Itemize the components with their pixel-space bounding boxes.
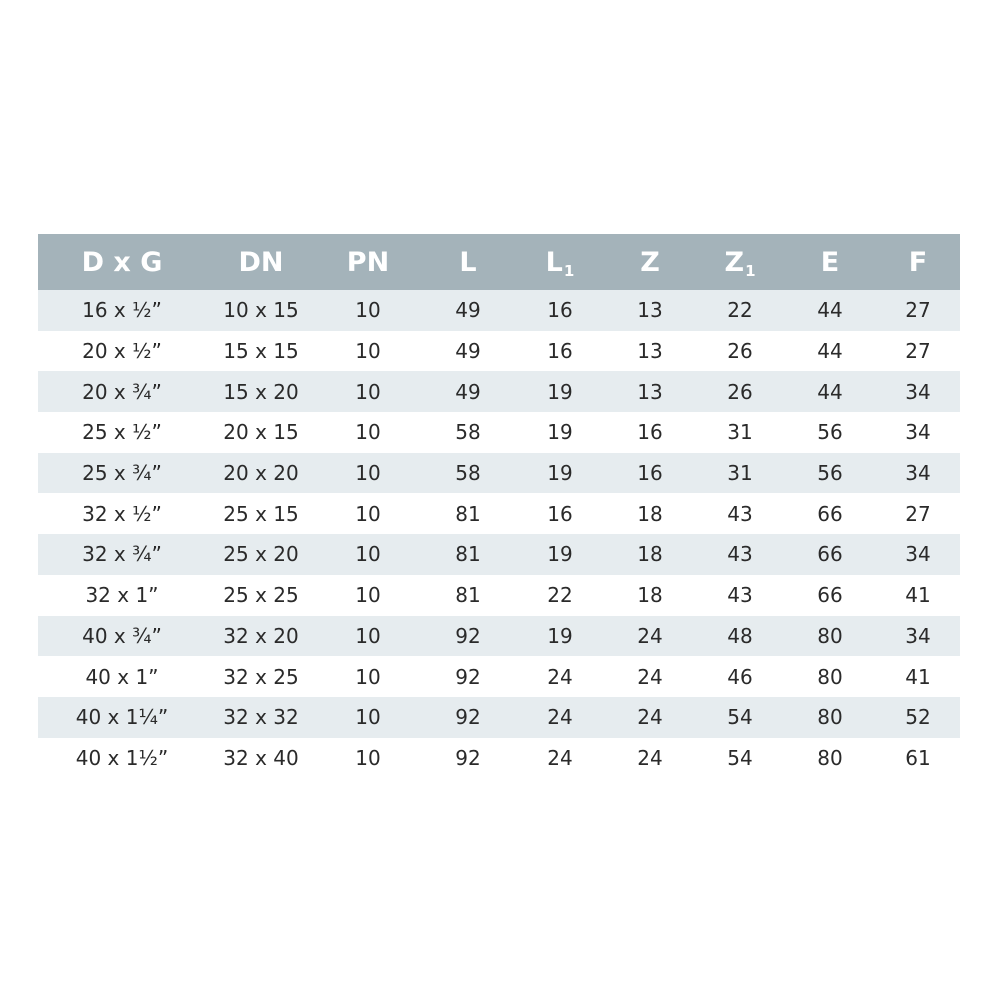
cell-l1: 19 xyxy=(547,542,573,567)
cell-f: 52 xyxy=(905,705,931,730)
cell-l: 92 xyxy=(455,705,481,730)
cell-dxg: 25 x ¾” xyxy=(82,461,162,486)
cell-dn: 32 x 40 xyxy=(223,745,299,770)
header-f: F xyxy=(908,246,928,278)
cell-e: 80 xyxy=(817,745,843,770)
cell-z1: 46 xyxy=(727,664,753,689)
header-e: E xyxy=(820,246,840,278)
cell-pn: 10 xyxy=(355,745,381,770)
cell-dn: 15 x 15 xyxy=(223,339,299,364)
cell-dxg: 40 x 1¼” xyxy=(75,705,169,730)
cell-pn: 10 xyxy=(355,664,381,689)
header-l1: L $_1$ xyxy=(545,246,575,280)
cell-pn: 10 xyxy=(355,339,381,364)
cell-l1: 24 xyxy=(547,705,573,730)
cell-f: 41 xyxy=(905,664,931,689)
cell-f: 27 xyxy=(905,298,931,323)
table-row xyxy=(38,493,960,534)
cell-z: 18 xyxy=(637,583,663,608)
table-row xyxy=(38,371,960,412)
cell-l: 92 xyxy=(455,745,481,770)
cell-l1: 16 xyxy=(547,339,573,364)
cell-z: 13 xyxy=(637,379,663,404)
cell-f: 34 xyxy=(905,420,931,445)
cell-l: 92 xyxy=(455,664,481,689)
cell-pn: 10 xyxy=(355,461,381,486)
cell-e: 80 xyxy=(817,705,843,730)
cell-e: 66 xyxy=(817,542,843,567)
cell-dn: 15 x 20 xyxy=(223,379,299,404)
cell-pn: 10 xyxy=(355,705,381,730)
spec-table xyxy=(38,234,960,778)
cell-z: 18 xyxy=(637,542,663,567)
cell-l: 49 xyxy=(455,379,481,404)
cell-z: 18 xyxy=(637,501,663,526)
cell-pn: 10 xyxy=(355,623,381,648)
cell-z1: 43 xyxy=(727,542,753,567)
cell-e: 66 xyxy=(817,583,843,608)
header-pn: PN xyxy=(346,246,390,278)
cell-z: 24 xyxy=(637,623,663,648)
cell-l1: 16 xyxy=(547,501,573,526)
cell-e: 80 xyxy=(817,623,843,648)
cell-dn: 10 x 15 xyxy=(223,298,299,323)
cell-dxg: 25 x ½” xyxy=(82,420,162,445)
cell-dxg: 40 x 1½” xyxy=(75,745,169,770)
cell-z1: 54 xyxy=(727,745,753,770)
cell-z1: 31 xyxy=(727,420,753,445)
cell-pn: 10 xyxy=(355,542,381,567)
cell-l1: 22 xyxy=(547,583,573,608)
header-z: Z xyxy=(640,246,660,278)
cell-l: 58 xyxy=(455,420,481,445)
cell-dn: 32 x 32 xyxy=(223,705,299,730)
cell-e: 56 xyxy=(817,420,843,445)
cell-dn: 20 x 20 xyxy=(223,461,299,486)
cell-z1: 26 xyxy=(727,339,753,364)
cell-z1: 26 xyxy=(727,379,753,404)
table-row xyxy=(38,534,960,575)
cell-dxg: 16 x ½” xyxy=(82,298,162,323)
cell-l: 92 xyxy=(455,623,481,648)
cell-z: 16 xyxy=(637,420,663,445)
header-dn: DN xyxy=(238,246,284,278)
cell-z: 24 xyxy=(637,705,663,730)
table-body xyxy=(38,290,960,778)
cell-dxg: 32 x 1” xyxy=(85,583,159,608)
cell-z: 24 xyxy=(637,664,663,689)
cell-l: 58 xyxy=(455,461,481,486)
cell-dxg: 20 x ½” xyxy=(82,339,162,364)
table-row xyxy=(38,331,960,372)
cell-e: 80 xyxy=(817,664,843,689)
cell-z1: 43 xyxy=(727,501,753,526)
table-row xyxy=(38,412,960,453)
cell-dn: 25 x 15 xyxy=(223,501,299,526)
cell-e: 44 xyxy=(817,298,843,323)
cell-z: 16 xyxy=(637,461,663,486)
table-row xyxy=(38,290,960,331)
cell-l1: 19 xyxy=(547,461,573,486)
cell-f: 34 xyxy=(905,379,931,404)
cell-f: 27 xyxy=(905,501,931,526)
cell-z1: 43 xyxy=(727,583,753,608)
cell-pn: 10 xyxy=(355,583,381,608)
cell-z1: 54 xyxy=(727,705,753,730)
cell-l1: 24 xyxy=(547,664,573,689)
table-row xyxy=(38,738,960,779)
cell-pn: 10 xyxy=(355,298,381,323)
cell-dn: 32 x 20 xyxy=(223,623,299,648)
cell-e: 66 xyxy=(817,501,843,526)
table-row xyxy=(38,453,960,494)
cell-dn: 25 x 25 xyxy=(223,583,299,608)
table-row xyxy=(38,697,960,738)
cell-l: 49 xyxy=(455,298,481,323)
cell-z: 13 xyxy=(637,298,663,323)
cell-l1: 19 xyxy=(547,420,573,445)
cell-dxg: 40 x 1” xyxy=(85,664,159,689)
cell-f: 34 xyxy=(905,623,931,648)
cell-l: 81 xyxy=(455,583,481,608)
cell-l1: 16 xyxy=(547,298,573,323)
cell-f: 41 xyxy=(905,583,931,608)
cell-pn: 10 xyxy=(355,420,381,445)
cell-l1: 24 xyxy=(547,745,573,770)
cell-l1: 19 xyxy=(547,379,573,404)
cell-dxg: 32 x ½” xyxy=(82,501,162,526)
cell-dxg: 20 x ¾” xyxy=(82,379,162,404)
table-row xyxy=(38,656,960,697)
header-l: L xyxy=(459,246,477,278)
cell-f: 34 xyxy=(905,542,931,567)
cell-e: 44 xyxy=(817,379,843,404)
cell-f: 34 xyxy=(905,461,931,486)
cell-l: 81 xyxy=(455,542,481,567)
header-dxg: D x G xyxy=(81,246,163,278)
cell-dxg: 32 x ¾” xyxy=(82,542,162,567)
cell-z: 13 xyxy=(637,339,663,364)
table-row xyxy=(38,575,960,616)
cell-e: 56 xyxy=(817,461,843,486)
cell-z1: 31 xyxy=(727,461,753,486)
cell-dn: 20 x 15 xyxy=(223,420,299,445)
cell-l: 81 xyxy=(455,501,481,526)
cell-dxg: 40 x ¾” xyxy=(82,623,162,648)
table-header-row xyxy=(38,234,960,290)
cell-z1: 48 xyxy=(727,623,753,648)
cell-dn: 32 x 25 xyxy=(223,664,299,689)
header-z1: Z $_1$ xyxy=(724,246,756,280)
cell-pn: 10 xyxy=(355,379,381,404)
cell-l: 49 xyxy=(455,339,481,364)
cell-z: 24 xyxy=(637,745,663,770)
cell-pn: 10 xyxy=(355,501,381,526)
cell-e: 44 xyxy=(817,339,843,364)
cell-f: 61 xyxy=(905,745,931,770)
cell-f: 27 xyxy=(905,339,931,364)
table-row xyxy=(38,616,960,657)
cell-l1: 19 xyxy=(547,623,573,648)
cell-dn: 25 x 20 xyxy=(223,542,299,567)
cell-z1: 22 xyxy=(727,298,753,323)
